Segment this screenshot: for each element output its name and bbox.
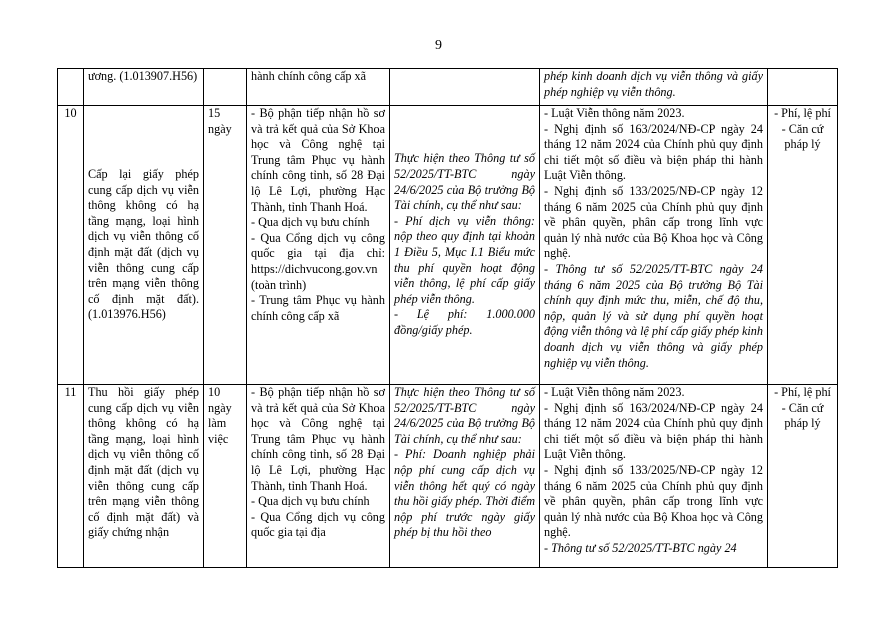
note-line: - Phí, lệ phí [774,385,831,399]
page-number: 9 [435,38,442,53]
legal-basis [540,106,768,385]
procedure-name: Cấp lại giấy phép cung cấp dịch vụ viễn thông không có hạ tầng mạng, loại hình dịch vụ viễn thông cố định mặt đất (dịch vụ viễn thông cung cấp trên mạng viễn thông cố định mặt đất). (1.013976.H56) [84,106,204,385]
fee-line: Thực hiện theo Thông tư số 52/2025/TT-BTC ngày 24/6/2025 của Bộ trưởng Bộ Tài chính, cụ thể như sau: [394,151,535,213]
legal-line: - Nghị định số 163/2024/NĐ-CP ngày 24 tháng 12 năm 2024 của Chính phủ quy định chi tiết một số điều và biện pháp thi hành Luật Viễn thông. [544,121,763,183]
place-line: - Bộ phận tiếp nhận hồ sơ và trả kết quả của Sở Khoa học và Công nghệ tại Trung tâm Phục vụ hành chính công tỉnh, số 28 Đại lộ Lê Lợi, phường Hạc Thành, tỉnh Thanh Hoá. [251,385,385,493]
fee-info [390,385,540,568]
legal-basis [540,385,768,568]
place-line: - Trung tâm Phục vụ hành chính công cấp xã [251,293,385,323]
table-row [58,106,838,385]
other-notes [768,69,838,106]
legal-line: - Thông tư số 52/2025/TT-BTC ngày 24 tháng 6 năm 2025 của Bộ trưởng Bộ Tài chính quy định mức thu, miễn, chế độ thu, nộp, quản lý và sử dụng phí quyền hoạt động viễn thông và lệ phí cấp giấy phép kinh doanh dịch vụ viễn thông và giấy phép nghiệp vụ viễn thông. [544,261,763,370]
place-line: - Bộ phận tiếp nhận hồ sơ và trả kết quả của Sở Khoa học và Công nghệ tại Trung tâm Phục vụ hành chính công tỉnh, số 28 Đại lộ Lê Lợi, phường Hạc Thành, tỉnh Thanh Hoá. [251,106,385,214]
legal-line: - Nghị định số 163/2024/NĐ-CP ngày 24 tháng 12 năm 2024 của Chính phủ quy định chi tiết một số điều và biện pháp thi hành Luật Viễn thông. [544,400,763,462]
fee-line: - Phí: Doanh nghiệp phải nộp phí cung cấp dịch vụ viễn thông hết quý có ngày thu hồi giấy phép. Thời điểm nộp phí trước ngày giấy phép bị thu hồi theo [394,447,535,540]
legal-line: - Nghị định số 133/2025/NĐ-CP ngày 12 tháng 6 năm 2025 của Chính phủ quy định về phân quyền, phân cấp trong lĩnh vực quản lý nhà nước của Bộ Khoa học và Công nghệ. [544,462,763,540]
processing-time [204,69,247,106]
fee-line: - Phí dịch vụ viễn thông: nộp theo quy định tại khoản 1 Điều 5, Mục I.1 Biểu mức thu phí quyền hoạt động viễn thông, lệ phí cấp giấy phép viễn thông. [394,213,535,306]
place-line: - Qua dịch vụ bưu chính [251,215,370,230]
place-line: - Qua Cổng dịch vụ công quốc gia tại địa chỉ: https://dichvucong.gov.vn (toàn trình) [251,230,385,292]
legal-line: - Luật Viễn thông năm 2023. [544,106,685,120]
table-row [58,385,838,568]
table-row-continued [58,69,838,106]
fee-line: Thực hiện theo Thông tư số 52/2025/TT-BTC ngày 24/6/2025 của Bộ trưởng Bộ Tài chính, cụ thể như sau: [394,385,535,446]
submission-place [247,385,390,568]
submission-place: hành chính công cấp xã [247,69,390,106]
legal-line: - Nghị định số 133/2025/NĐ-CP ngày 12 tháng 6 năm 2025 của Chính phủ quy định về phân quyền, phân cấp trong lĩnh vực quản lý nhà nước của Bộ Khoa học và Công nghệ. [544,183,763,261]
other-notes [768,106,838,385]
row-number: 10 [58,106,84,385]
row-number [58,69,84,106]
legal-line: - Thông tư số 52/2025/TT-BTC ngày 24 [544,540,737,555]
note-line: - Phí, lệ phí [774,106,831,120]
procedure-name: Thu hồi giấy phép cung cấp dịch vụ viễn thông không có hạ tầng mạng, loại hình dịch vụ viễn thông cố định mặt đất (dịch vụ viễn thông cung cấp trên mạng viễn thông cố định mặt đất) và giấy chứng nhận [84,385,204,568]
legal-line: - Luật Viễn thông năm 2023. [544,385,685,399]
fee-line: - Lệ phí: 1.000.000 đồng/giấy phép. [394,307,535,337]
fee-info [390,106,540,385]
place-line: - Qua Cổng dịch vụ công quốc gia tại địa [251,509,385,540]
processing-time: 15 ngày [204,106,247,385]
place-line: - Qua dịch vụ bưu chính [251,494,370,509]
note-line: - Căn cứ pháp lý [781,121,824,152]
procedure-name: ương. (1.013907.H56) [84,69,204,106]
legal-basis: phép kinh doanh dịch vụ viễn thông và giấy phép nghiệp vụ viễn thông. [540,69,768,106]
row-number: 11 [58,385,84,568]
note-line: - Căn cứ pháp lý [781,400,824,431]
other-notes [768,385,838,568]
processing-time: 10 ngày làm việc [204,385,247,568]
fee-info [390,69,540,106]
submission-place [247,106,390,385]
procedure-table [57,68,838,568]
